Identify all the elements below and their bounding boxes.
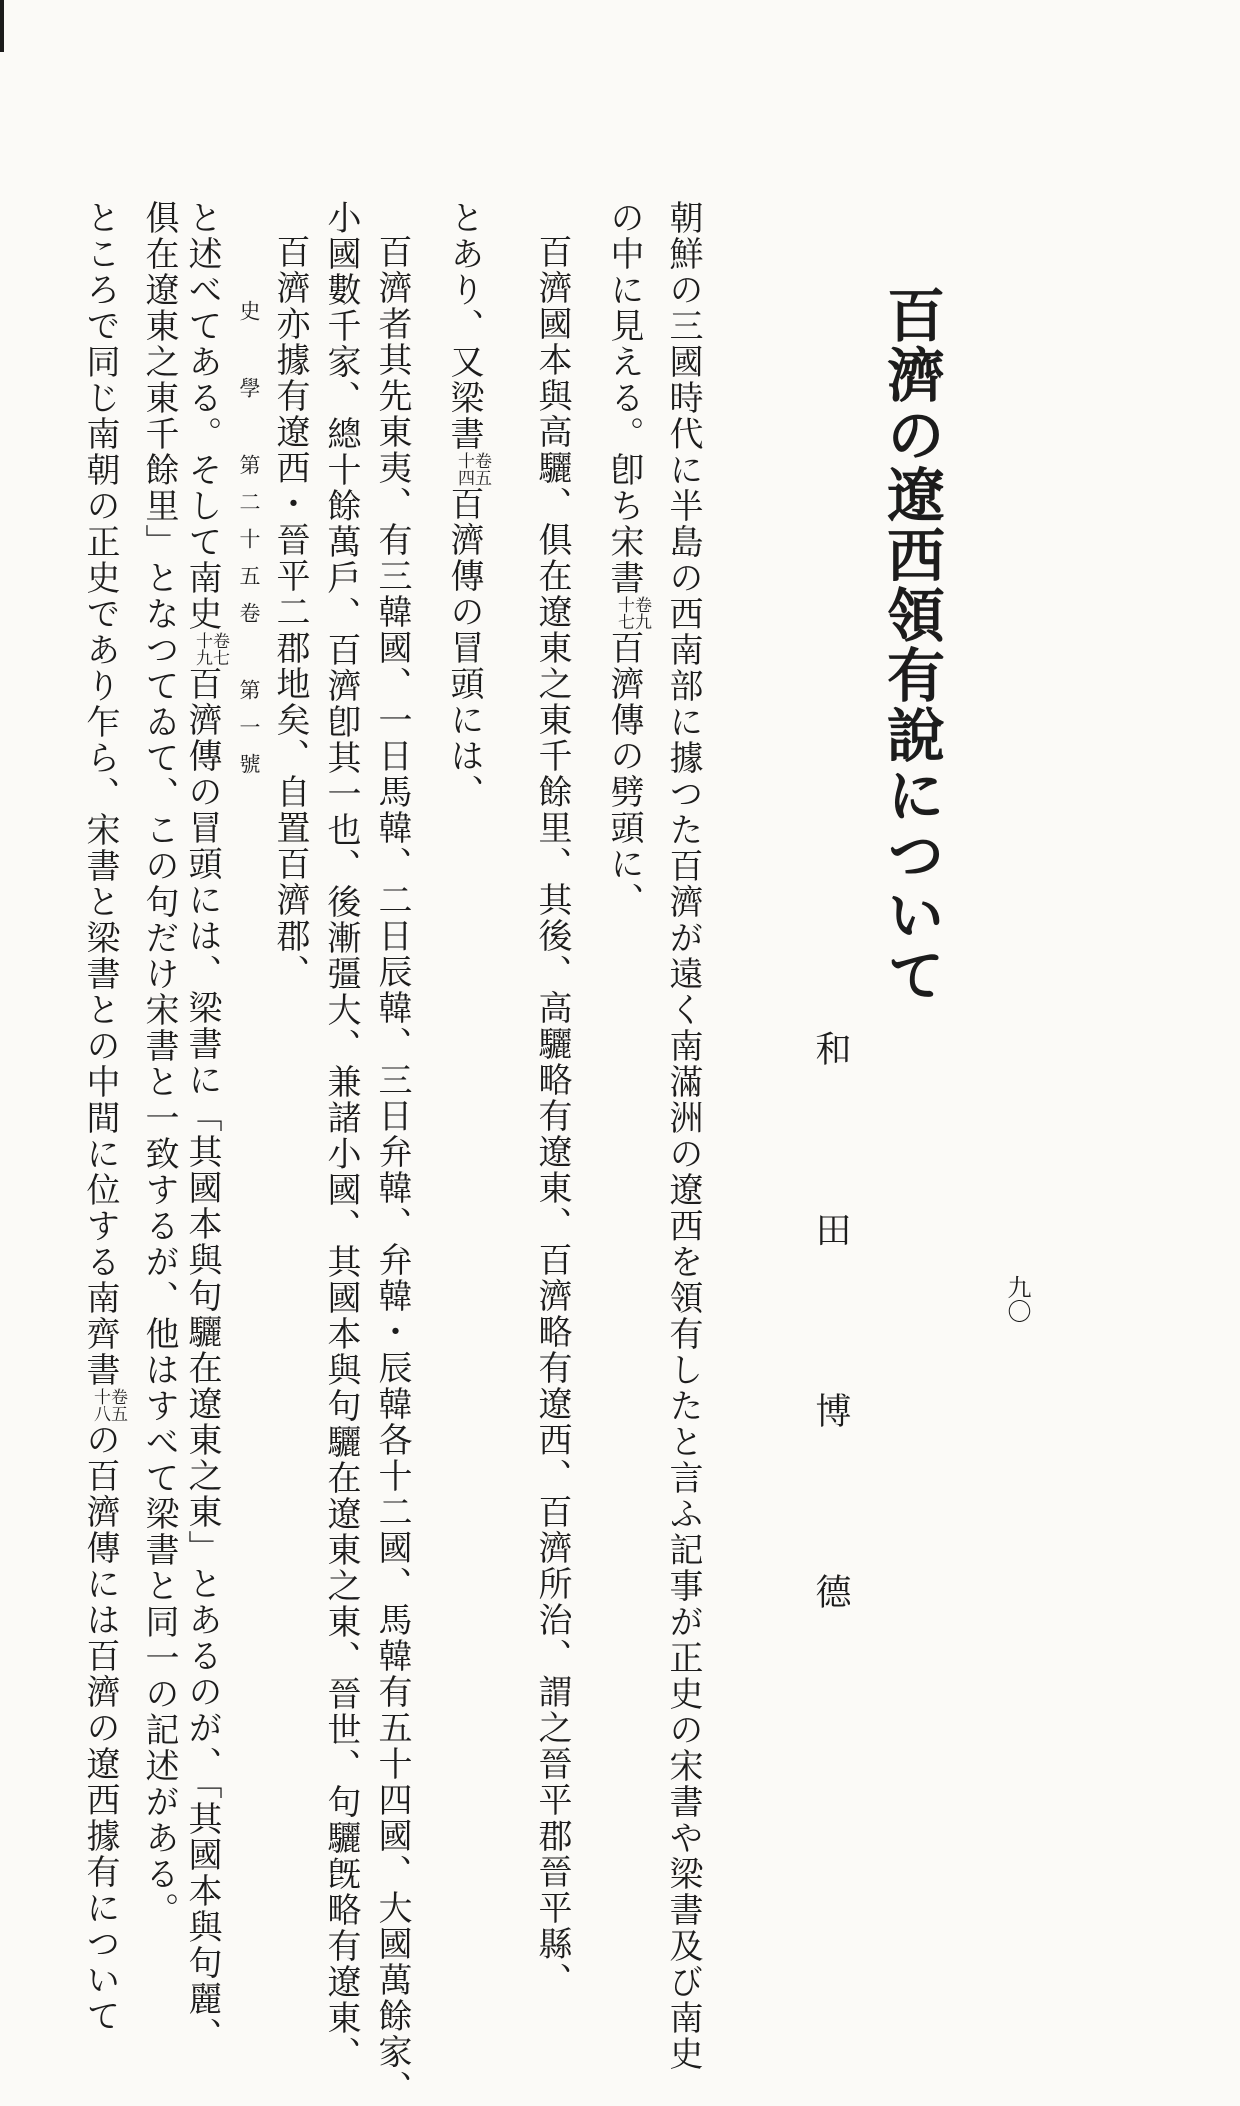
volume-note-line: 十九 bbox=[192, 632, 212, 666]
body-column-9: 俱在遼東之東千餘里」となつてゐて、この句だけ宋書と一致するが、他はすべて梁書と同一の記述がある。 bbox=[139, 200, 179, 1928]
volume-note-line: 十四 bbox=[454, 452, 474, 486]
volume-note bbox=[91, 1388, 125, 1422]
body-text-run: の中に見える。卽ち宋書 bbox=[604, 200, 644, 596]
volume-note bbox=[455, 452, 489, 486]
quote-songshu: 百濟國本與高驪、俱在遼東之東千餘里、其後、高驪略有遼東、百濟略有遼西、百濟所治、謂之晉平郡晉平縣、 bbox=[532, 234, 572, 1998]
body-text-run: と述べてある。そして南史 bbox=[182, 200, 222, 632]
body-text-run: 百濟傳の劈頭に、 bbox=[604, 630, 644, 918]
volume-note-line: 卷五 bbox=[471, 452, 491, 486]
body-text-run: の百濟傳には百濟の遼西據有について bbox=[80, 1422, 120, 2034]
body-column-8 bbox=[182, 200, 229, 2053]
quote-liangshu-line-2: 小國數千家、總十餘萬戶、百濟卽其一也、後漸彊大、兼諸小國、其國本與句驪在遼東之東、晉世、句驪旣略有遼東、 bbox=[321, 200, 361, 2072]
journal-issue-header: 史 學 第二十五卷 第一號 bbox=[237, 300, 261, 790]
volume-note bbox=[615, 596, 649, 630]
volume-note-line: 十八 bbox=[90, 1388, 110, 1422]
article-body bbox=[74, 200, 703, 2106]
body-text-run: 百濟傳の冒頭には、梁書に「其國本與句驪在遼東之東」とあるのが、「其國本與句麗、 bbox=[182, 666, 222, 2053]
body-column-1: 朝鮮の三國時代に半島の西南部に據つた百濟が遠く南滿洲の遼西を領有したと言ふ記事が正史の宋書や梁書及び南史 bbox=[663, 200, 703, 2072]
body-text-run: ところで同じ南朝の正史であり乍ら、宋書と梁書との中間に位する南齊書 bbox=[80, 200, 120, 1388]
body-column-10 bbox=[80, 200, 127, 2034]
quote-liangshu-line-1: 百濟者其先東夷、有三韓國、一日馬韓、二日辰韓、三日弁韓、弁韓・辰韓各十二國、馬韓有五十四國、大國萬餘家、 bbox=[372, 234, 412, 2106]
body-text-run: 百濟傳の冒頭には、 bbox=[444, 486, 484, 810]
author-name: 和 田 博 德 bbox=[810, 1030, 851, 1661]
article-title: 百濟の遼西領有說について bbox=[877, 285, 945, 1005]
page-number: 九〇 bbox=[1003, 1275, 1031, 1323]
volume-note-line: 十七 bbox=[614, 596, 634, 630]
body-column-2 bbox=[604, 200, 651, 918]
volume-note-line: 卷九 bbox=[631, 596, 651, 630]
volume-note-line: 卷五 bbox=[107, 1388, 127, 1422]
volume-note bbox=[193, 632, 227, 666]
body-column-4 bbox=[444, 200, 491, 810]
volume-note-line: 卷七 bbox=[209, 632, 229, 666]
quote-liangshu-line-3: 百濟亦據有遼西・晉平二郡地矣、自置百濟郡、 bbox=[270, 234, 310, 990]
section-number-one bbox=[0, 0, 4, 52]
body-text-run: とあり、又梁書 bbox=[444, 200, 484, 452]
